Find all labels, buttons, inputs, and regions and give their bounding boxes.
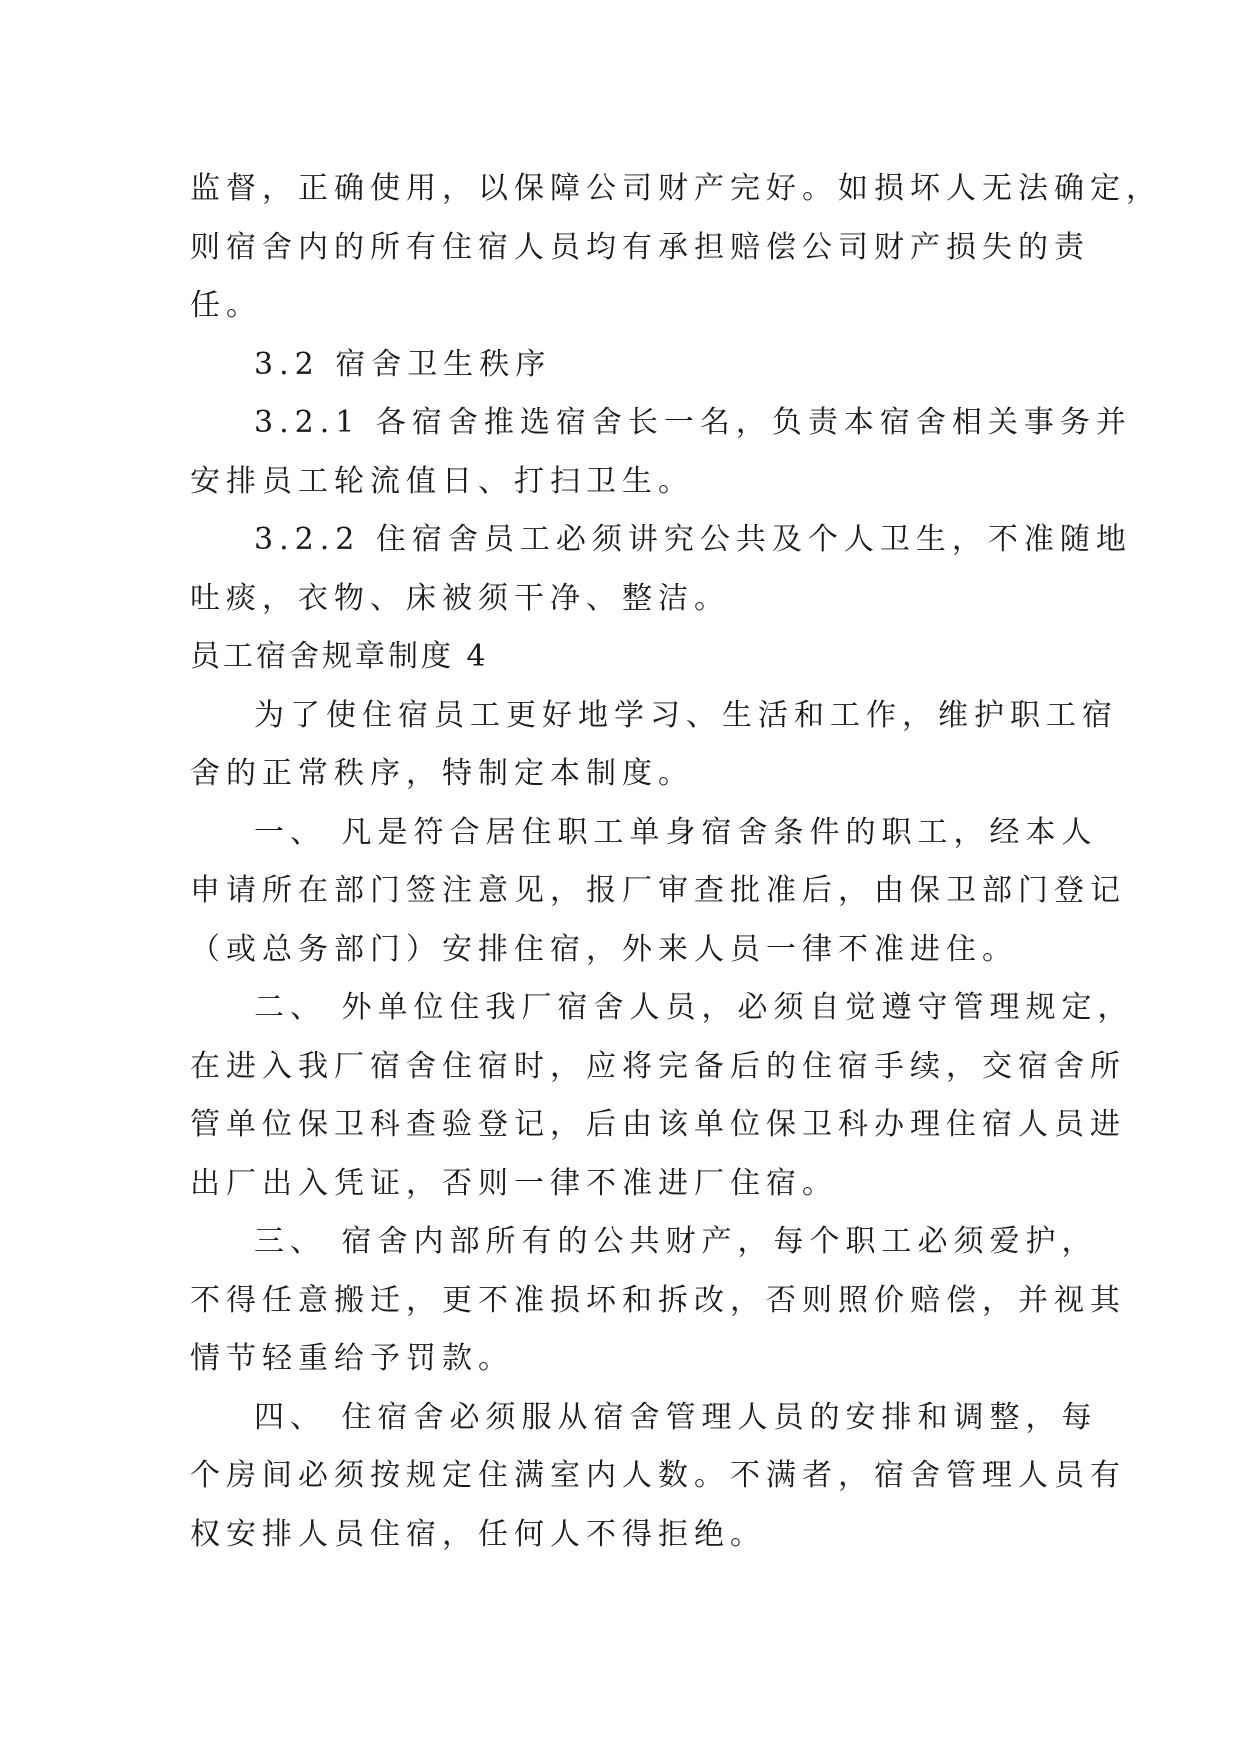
text-line: 申请所在部门签注意见，报厂审查批准后，由保卫部门登记 bbox=[190, 873, 1126, 908]
paragraph-rule-2 bbox=[190, 979, 1134, 1213]
paragraph-rule-3 bbox=[190, 1213, 1126, 1389]
text-line: 一、 凡是符合居住职工单身宿舍条件的职工，经本人 bbox=[254, 814, 1098, 850]
document-body bbox=[190, 160, 1162, 1564]
paragraph-rule-4 bbox=[190, 1389, 1126, 1565]
text-line: 舍的正常秩序，特制定本制度。 bbox=[190, 756, 694, 791]
text-line: （或总务部门）安排住宿，外来人员一律不准进住。 bbox=[190, 931, 1018, 967]
text-line: 吐痰，衣物、床被须干净、整洁。 bbox=[190, 580, 730, 616]
text-line: 个房间必须按规定住满室内人数。不满者，宿舍管理人员有 bbox=[190, 1458, 1126, 1493]
text-line: 3.2.1 各宿舍推选宿舍长一名，负责本宿舍相关事务并 bbox=[254, 405, 1132, 440]
text-line: 则宿舍内的所有住宿人员均有承担赔偿公司财产损失的责 bbox=[190, 229, 1090, 265]
text-line: 3.2.2 住宿舍员工必须讲究公共及个人卫生，不准随地 bbox=[254, 522, 1132, 557]
paragraph-property-responsibility bbox=[190, 160, 1162, 336]
text-line: 情节轻重给予罚款。 bbox=[190, 1341, 514, 1376]
text-line: 出厂出入凭证，否则一律不准进厂住宿。 bbox=[190, 1165, 838, 1201]
paragraph-rule-1 bbox=[190, 804, 1126, 980]
text-line: 任。 bbox=[190, 288, 262, 323]
text-line: 为了使住宿员工更好地学习、生活和工作，维护职工宿 bbox=[254, 697, 1118, 733]
text-line: 不得任意搬迁，更不准损坏和拆改，否则照价赔偿，并视其 bbox=[190, 1282, 1126, 1318]
text-line: 3.2 宿舍卫生秩序 bbox=[254, 346, 552, 382]
text-line: 安排员工轮流值日、打扫卫生。 bbox=[190, 463, 694, 499]
text-line: 四、 住宿舍必须服从宿舍管理人员的安排和调整，每 bbox=[254, 1399, 1098, 1435]
text-line: 二、 外单位住我厂宿舍人员，必须自觉遵守管理规定， bbox=[254, 990, 1134, 1025]
paragraph-3-2-2 bbox=[190, 511, 1132, 628]
text-line: 在进入我厂宿舍住宿时，应将完备后的住宿手续，交宿舍所 bbox=[190, 1048, 1126, 1084]
section-title: 员工宿舍规章制度 4 bbox=[190, 639, 489, 674]
text-line: 三、 宿舍内部所有的公共财产，每个职工必须爱护， bbox=[254, 1224, 1098, 1259]
paragraph-intro bbox=[190, 687, 1118, 804]
text-line: 监督，正确使用，以保障公司财产完好。如损坏人无法确定， bbox=[190, 171, 1162, 206]
paragraph-3-2-1 bbox=[190, 394, 1132, 511]
section-heading-3-2 bbox=[190, 336, 1060, 395]
text-line: 权安排人员住宿，任何人不得拒绝。 bbox=[190, 1516, 766, 1552]
text-line: 管单位保卫科查验登记，后由该单位保卫科办理住宿人员进 bbox=[190, 1107, 1126, 1142]
document-section-title bbox=[190, 628, 1060, 687]
